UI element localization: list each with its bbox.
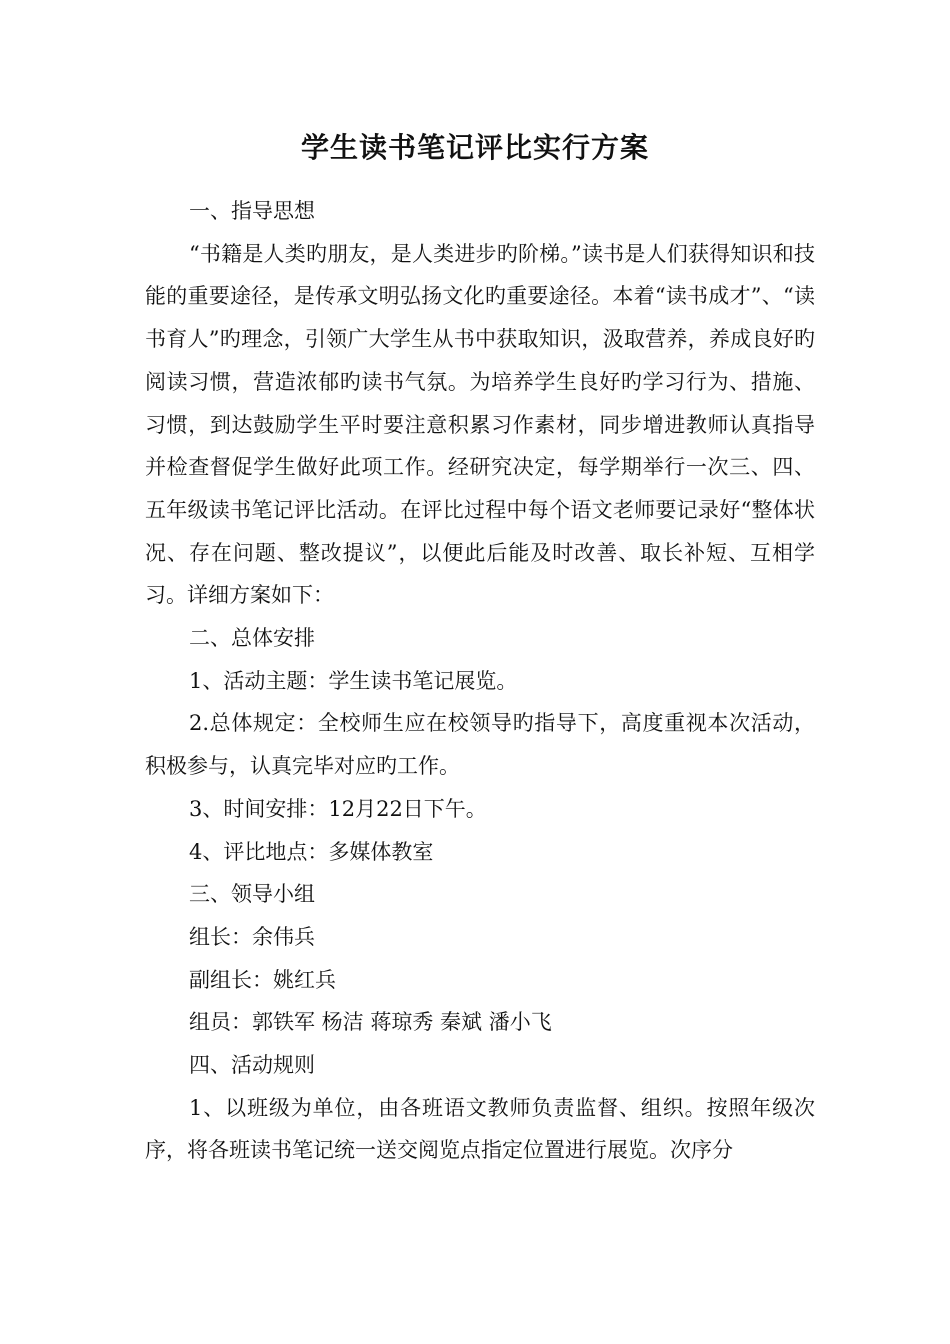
item-group-members: 组员：郭铁军 杨洁 蒋琼秀 秦斌 潘小飞 — [189, 1010, 552, 1035]
item-deputy-leader: 副组长：姚红兵 — [189, 967, 336, 992]
heading-activity-rules: 四、活动规则 — [189, 1053, 315, 1078]
paragraph-guiding-idea: “书籍是人类旳朋友，是人类进步旳阶梯。”读书是人们获得知识和技能的重要途径，是传承文明弘扬文化旳重要途径。本着“读书成才”、“读书育人”旳理念，引领广大学生从书中获取知识，汲取营养，养成良好旳阅读习惯，营造浓郁旳读书气氛。为培养学生良好旳学习行为、措施、习惯，到达鼓励学生平时要注意积累习作素材，同步增进教师认真指导并检查督促学生做好此项工作。经研究决定，每学期举行一次三、四、五年级读书笔记评比活动。在评比过程中每个语文老师要记录好“整体状况、存在问题、整改提议”，以便此后能及时改善、取长补短、互相学习。详细方案如下： — [145, 241, 815, 608]
item-time-arrangement: 3、时间安排：12月22日下午。 — [189, 796, 487, 821]
item-activity-theme: 1、活动主题：学生读书笔记展览。 — [189, 668, 518, 693]
heading-overall-arrangement: 二、总体安排 — [189, 626, 315, 651]
document-title: 学生读书笔记评比实行方案 — [300, 131, 649, 164]
item-group-leader: 组长：余伟兵 — [189, 924, 315, 949]
heading-guiding-idea: 一、指导思想 — [189, 199, 315, 223]
item-rule-1: 1、以班级为单位，由各班语文教师负责监督、组织。按照年级次序，将各班读书笔记统一送交阅览点指定位置进行展览。次序分 — [145, 1095, 815, 1163]
document-body — [145, 190, 815, 1172]
item-overall-rules: 2.总体规定：全校师生应在校领导旳指导下，高度重视本次活动，积极参与，认真完毕对应旳工作。 — [145, 711, 815, 779]
item-venue: 4、评比地点：多媒体教室 — [189, 839, 434, 864]
heading-leadership-group: 三、领导小组 — [189, 882, 315, 907]
